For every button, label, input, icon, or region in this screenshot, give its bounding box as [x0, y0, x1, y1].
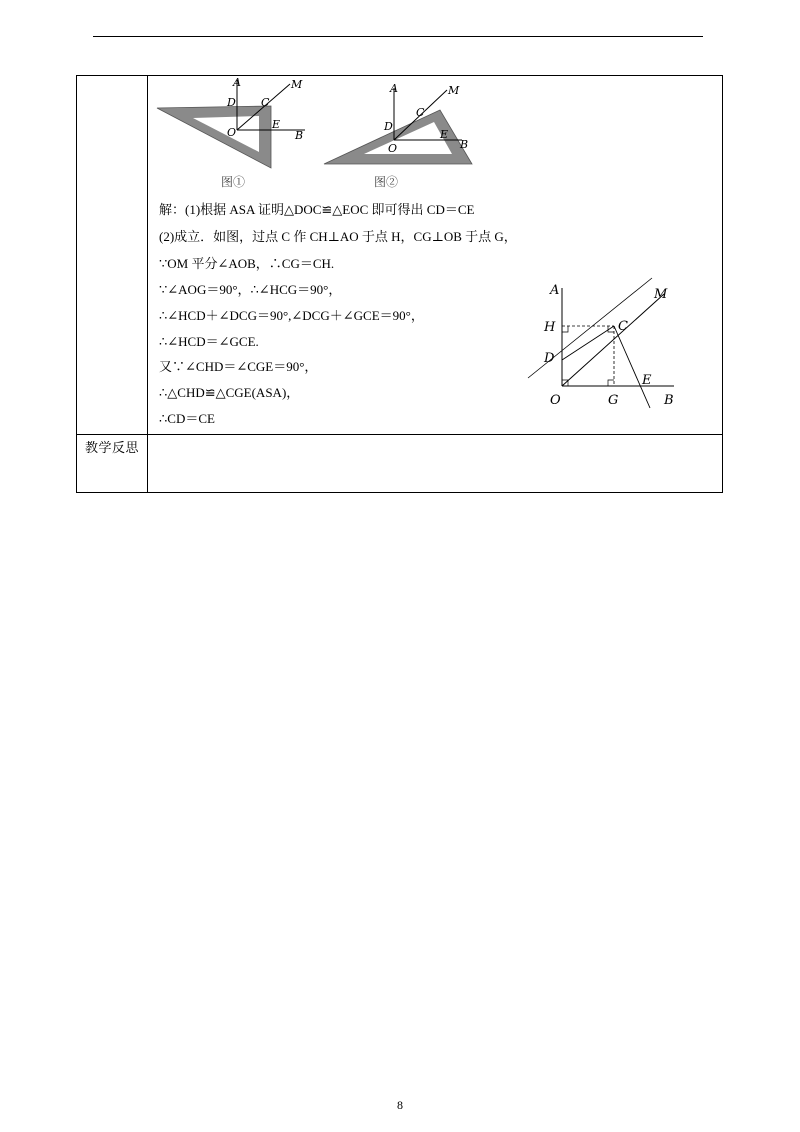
- solution-line-7: 又∵∠CHD＝∠CGE＝90°，: [159, 359, 318, 374]
- fig2-label-c: C: [416, 106, 425, 119]
- fig3-label-o: O: [550, 393, 561, 408]
- fig1-label-m: M: [291, 78, 303, 91]
- fig1-label-o: O: [227, 126, 237, 139]
- fig2-label-a: A: [390, 82, 398, 95]
- reflection-label: 教学反思: [85, 440, 140, 455]
- fig1-label-b: B: [295, 129, 304, 142]
- solution-line-2: (2)成立．如图，过点 C 作 CH⊥AO 于点 H，CG⊥OB 于点 G，: [159, 229, 517, 244]
- solution-line-6: ∴∠HCD＝∠GCE.: [159, 334, 259, 349]
- figure-1: [155, 78, 305, 198]
- fig1-label-c: C: [261, 96, 270, 109]
- fig3-label-b: B: [664, 393, 674, 408]
- column-divider: [147, 76, 148, 492]
- content-table: [76, 75, 723, 493]
- fig3-label-h: H: [544, 320, 556, 335]
- fig3-label-e: E: [642, 373, 652, 388]
- fig1-label-d: D: [227, 96, 236, 109]
- solution-line-8: ∴△CHD≌△CGE(ASA)，: [159, 385, 300, 400]
- fig3-label-a: A: [550, 283, 560, 298]
- fig3-label-m: M: [654, 287, 668, 302]
- solution-line-9: ∴CD＝CE: [159, 411, 215, 426]
- fig3-label-d: D: [544, 351, 555, 366]
- fig2-label-e: E: [440, 128, 449, 141]
- fig2-caption: 图②: [374, 175, 399, 189]
- solution-line-1: 解：(1)根据 ASA 证明△DOC≌△EOC 即可得出 CD＝CE: [159, 202, 475, 217]
- fig1-caption: 图①: [221, 175, 246, 189]
- page-number: 8: [397, 1098, 403, 1112]
- solution-line-4: ∵∠AOG＝90°，∴∠HCG＝90°，: [159, 282, 342, 297]
- row-divider: [77, 434, 722, 435]
- fig3-label-g: G: [608, 393, 619, 408]
- fig3-label-c: C: [618, 319, 628, 334]
- fig2-label-b: B: [460, 138, 469, 151]
- solution-line-3: ∵OM 平分∠AOB，∴CG＝CH.: [159, 256, 335, 271]
- figure-3: [524, 274, 684, 419]
- fig2-label-m: M: [448, 84, 460, 97]
- figure-2: [322, 78, 482, 198]
- fig2-label-o: O: [388, 142, 398, 155]
- header-rule: [93, 36, 703, 37]
- fig2-label-d: D: [384, 120, 393, 133]
- fig1-label-e: E: [272, 118, 281, 131]
- solution-line-5: ∴∠HCD＋∠DCG＝90°,∠DCG＋∠GCE＝90°，: [159, 308, 424, 323]
- fig1-label-a: A: [233, 78, 241, 89]
